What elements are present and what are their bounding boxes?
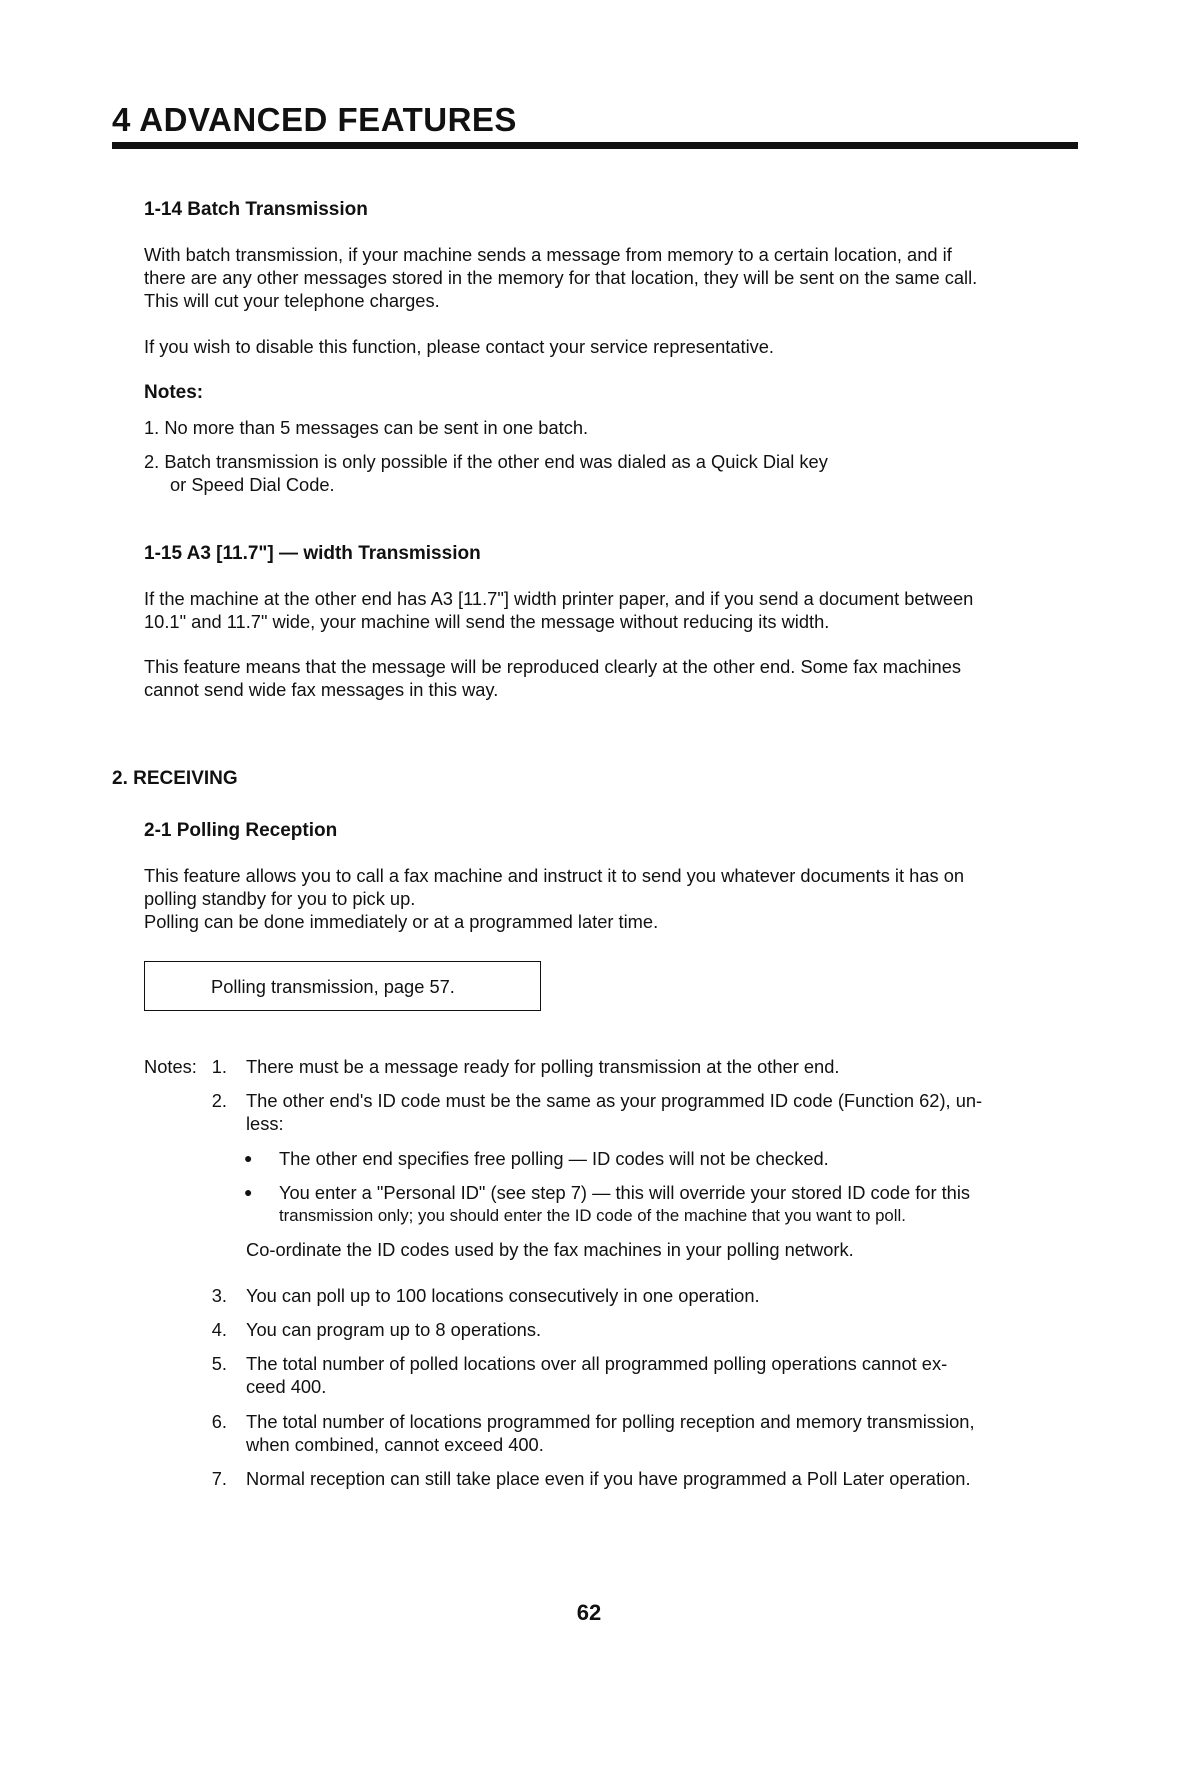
polling-note-1-number: 1. — [211, 1056, 227, 1077]
bullet-icon: ● — [244, 1184, 253, 1200]
polling-note-3-number: 3. — [211, 1285, 227, 1306]
section-heading-batch-transmission: 1-14 Batch Transmission — [144, 199, 368, 220]
polling-para-line2: polling standby for you to pick up. — [144, 888, 416, 909]
polling-bullet-2-line2: transmission only; you should enter the ID code of the machine that you want to poll. — [279, 1206, 906, 1225]
section-heading-receiving: 2. RECEIVING — [112, 768, 238, 789]
chapter-title: 4 ADVANCED FEATURES — [112, 101, 517, 138]
polling-coordinate-text: Co-ordinate the ID codes used by the fax machines in your polling network. — [246, 1239, 854, 1260]
cross-reference-text: Polling transmission, page 57. — [211, 976, 455, 997]
batch-note-2-line1: 2. Batch transmission is only possible if the other end was dialed as a Quick Dial key — [144, 451, 828, 472]
polling-bullet-2-line1: You enter a "Personal ID" (see step 7) — this will override your stored ID code for this — [279, 1182, 971, 1203]
a3-para2-line1: This feature means that the message will be reproduced clearly at the other end. Some fax machines — [144, 656, 961, 677]
polling-note-2-line1: The other end's ID code must be the same as your programmed ID code (Function 62), un- — [246, 1090, 983, 1111]
polling-note-4-number: 4. — [211, 1319, 227, 1340]
polling-note-6-line1: The total number of locations programmed for polling reception and memory transmission, — [246, 1411, 975, 1432]
section-heading-polling-reception: 2-1 Polling Reception — [144, 820, 338, 841]
batch-para2: If you wish to disable this function, please contact your service representative. — [144, 336, 775, 357]
polling-para-line3: Polling can be done immediately or at a programmed later time. — [144, 911, 659, 932]
polling-note-5-number: 5. — [211, 1353, 227, 1374]
batch-para1-line2: there are any other messages stored in the memory for that location, they will be sent on the same call. — [144, 267, 978, 288]
polling-note-2-number: 2. — [211, 1090, 227, 1111]
polling-para-line1: This feature allows you to call a fax machine and instruct it to send you whatever documents it has on — [144, 865, 965, 886]
section-heading-a3-width-transmission: 1-15 A3 [11.7"] — width Transmission — [144, 543, 481, 564]
polling-bullet-1: The other end specifies free polling — ID codes will not be checked. — [279, 1148, 829, 1169]
page-number: 62 — [576, 1600, 602, 1625]
polling-note-7-number: 7. — [211, 1468, 227, 1489]
polling-note-6-line2: when combined, cannot exceed 400. — [246, 1434, 544, 1455]
batch-para1-line1: With batch transmission, if your machine sends a message from memory to a certain location, and if — [144, 244, 952, 265]
polling-note-5-line2: ceed 400. — [246, 1376, 327, 1397]
a3-para1-line1: If the machine at the other end has A3 [11.7"] width printer paper, and if you send a document between — [144, 588, 974, 609]
cross-reference-box — [144, 961, 541, 1011]
polling-note-5-line1: The total number of polled locations over all programmed polling operations cannot ex- — [246, 1353, 948, 1374]
polling-note-6-number: 6. — [211, 1411, 227, 1432]
polling-note-4: You can program up to 8 operations. — [246, 1319, 542, 1340]
bullet-icon: ● — [244, 1150, 253, 1166]
polling-note-3: You can poll up to 100 locations consecutively in one operation. — [246, 1285, 760, 1306]
polling-note-1: There must be a message ready for polling transmission at the other end. — [246, 1056, 840, 1077]
polling-note-7: Normal reception can still take place even if you have programmed a Poll Later operation. — [246, 1468, 971, 1489]
batch-note-1: 1. No more than 5 messages can be sent in one batch. — [144, 417, 589, 438]
polling-notes-label: Notes: — [144, 1056, 197, 1077]
a3-para1-line2: 10.1" and 11.7" wide, your machine will send the message without reducing its width. — [144, 611, 830, 632]
batch-para1-line3: This will cut your telephone charges. — [144, 290, 440, 311]
polling-note-2-line2: less: — [246, 1113, 284, 1134]
a3-para2-line2: cannot send wide fax messages in this way. — [144, 679, 499, 700]
batch-notes-label: Notes: — [144, 382, 204, 403]
batch-note-2-line2: or Speed Dial Code. — [170, 474, 335, 495]
chapter-rule — [112, 142, 1078, 149]
